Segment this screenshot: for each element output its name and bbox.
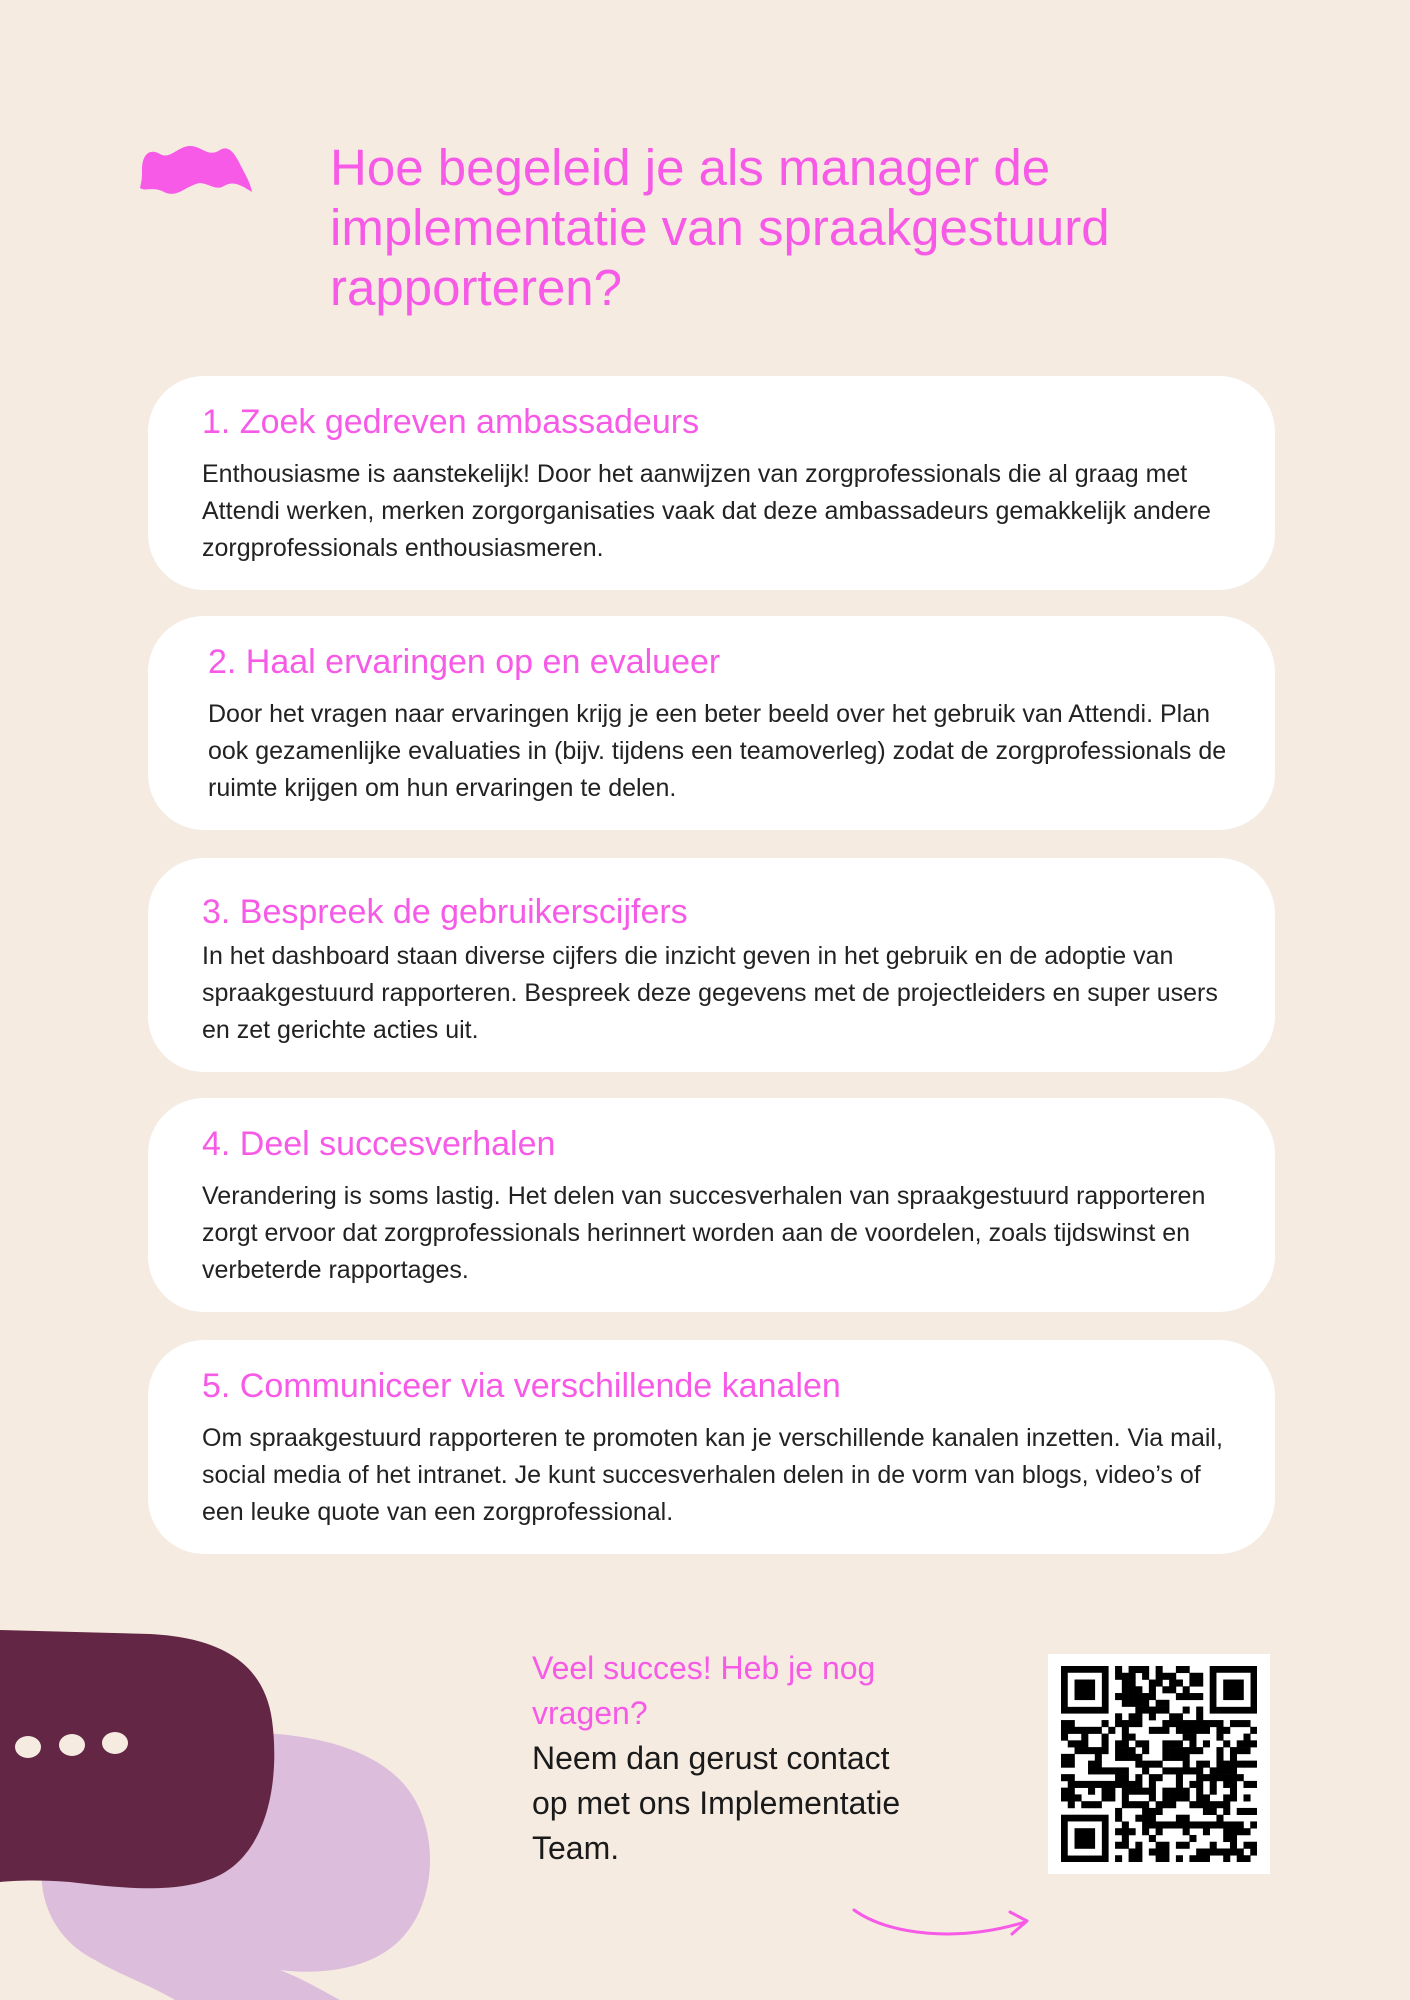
tip-heading: 2. Haal ervaringen op en evalueer: [208, 643, 721, 681]
wave-shape-icon: [138, 140, 254, 200]
tip-card-1: [148, 376, 1275, 590]
tip-card-5: [148, 1340, 1275, 1554]
qr-code[interactable]: [1048, 1654, 1270, 1874]
tip-body: Verandering is soms lastig. Het delen van succesverhalen van spraakgestuurd rapporteren zorgt ervoor dat zorgprofessionals herinnert worden aan de voordelen, zoals tijdswinst en verbeterde rapportages.: [202, 1182, 1206, 1284]
tip-heading: 4. Deel succesverhalen: [202, 1125, 556, 1163]
tip-card-4: [148, 1098, 1275, 1312]
tip-card-2: [148, 616, 1275, 830]
arrow-right-icon: [850, 1900, 1040, 1950]
tip-body: Enthousiasme is aanstekelijk! Door het aanwijzen van zorgprofessionals die al graag met Attendi werken, merken zorgorganisaties vaak dat deze ambassadeurs gemakkelijk andere zorgprofessionals enthousiasmeren.: [202, 460, 1211, 562]
callout-answer: Neem dan gerust contact op met ons Implementatie Team.: [532, 1740, 901, 1866]
tip-heading: 3. Bespreek de gebruikerscijfers: [202, 893, 688, 931]
contact-callout: [532, 1646, 912, 1871]
tip-body: Om spraakgestuurd rapporteren te promoten kan je verschillende kanalen inzetten. Via mail, social media of het intranet. Je kunt succesverhalen delen in de vorm van blogs, video’s of een leuke quote van een zorgprofessional.: [202, 1424, 1223, 1526]
qr-code-icon: [1061, 1666, 1257, 1862]
chat-bubble-icon: [0, 1630, 430, 2000]
tip-body: Door het vragen naar ervaringen krijg je een beter beeld over het gebruik van Attendi. Plan ook gezamenlijke evaluaties in (bijv. tijdens een teamoverleg) zodat de zorgprofessionals de ruimte krijgen om hun ervaringen te delen.: [208, 700, 1227, 802]
page-title: Hoe begeleid je als manager de implementatie van spraakgestuurd rapporteren?: [330, 139, 1110, 316]
tip-heading: 1. Zoek gedreven ambassadeurs: [202, 403, 700, 441]
tip-heading: 5. Communiceer via verschillende kanalen: [202, 1367, 841, 1405]
callout-question: Veel succes! Heb je nog vragen?: [532, 1650, 876, 1731]
tip-body: In het dashboard staan diverse cijfers die inzicht geven in het gebruik en de adoptie van spraakgestuurd rapporteren. Bespreek deze gegevens met de projectleiders en super users en zet gerichte acties uit.: [202, 942, 1218, 1044]
tip-card-3: [148, 858, 1275, 1072]
